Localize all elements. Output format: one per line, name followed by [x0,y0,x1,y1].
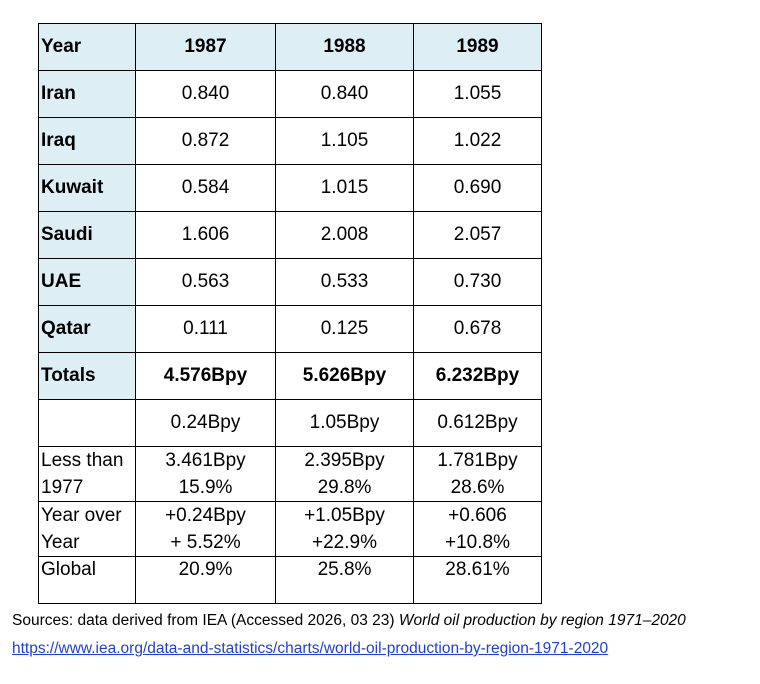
change-1987: 0.24Bpy [136,400,276,447]
row-label: Kuwait [39,165,136,212]
table-cell: 0.584 [136,165,276,212]
table-cell: 0.678 [414,306,542,353]
change-1988: 1.05Bpy [276,400,414,447]
year-over-year-row [39,502,542,557]
sources-title: World oil production by region 1971–2020 [398,612,686,629]
table-cell: 0.872 [136,118,276,165]
table-cell: 0.840 [136,71,276,118]
less-than-1977-label: Less than 1977 [39,447,136,502]
table-cell: 1.606 [136,212,276,259]
row-label: UAE [39,259,136,306]
sources-link[interactable]: https://www.iea.org/data-and-statistics/charts/world-oil-production-by-region-1971-2020 [12,640,609,657]
totals-label: Totals [39,353,136,400]
table-row [39,71,542,118]
table-cell: 28.61% [414,557,542,604]
table-row [39,259,542,306]
table-cell: +0.24Bpy + 5.52% [136,502,276,557]
row-label: Iran [39,71,136,118]
row-label: Qatar [39,306,136,353]
table-row [39,118,542,165]
change-1989: 0.612Bpy [414,400,542,447]
table-cell: +1.05Bpy +22.9% [276,502,414,557]
row-label: Saudi [39,212,136,259]
header-1987: 1987 [136,24,276,71]
table-cell: 0.840 [276,71,414,118]
header-1988: 1988 [276,24,414,71]
total-1988: 5.626Bpy [276,353,414,400]
table-cell: +0.606 +10.8% [414,502,542,557]
row-label: Iraq [39,118,136,165]
table-cell: 0.690 [414,165,542,212]
table-row [39,306,542,353]
table-cell: 1.055 [414,71,542,118]
table-cell: 0.111 [136,306,276,353]
table-cell: 3.461Bpy 15.9% [136,447,276,502]
table-row [39,212,542,259]
table-cell: 25.8% [276,557,414,604]
total-1989: 6.232Bpy [414,353,542,400]
sources-note [12,612,686,630]
table-cell: 2.008 [276,212,414,259]
total-1987: 4.576Bpy [136,353,276,400]
table-cell: 2.395Bpy 29.8% [276,447,414,502]
global-label: Global [39,557,136,604]
table-cell: 0.533 [276,259,414,306]
year-over-year-label: Year over Year [39,502,136,557]
header-year-label: Year [39,24,136,71]
table-header-row [39,24,542,71]
header-1989: 1989 [414,24,542,71]
table-cell: 20.9% [136,557,276,604]
table-cell: 2.057 [414,212,542,259]
table-cell: 0.730 [414,259,542,306]
table-cell: 0.563 [136,259,276,306]
table-cell: 0.125 [276,306,414,353]
sources-prefix: Sources: data derived from IEA (Accessed 2026, 03 23) [12,612,399,629]
table-cell: 1.105 [276,118,414,165]
table-cell: 1.022 [414,118,542,165]
change-label [39,400,136,447]
table-row [39,165,542,212]
totals-row [39,353,542,400]
table-cell: 1.781Bpy 28.6% [414,447,542,502]
table-cell: 1.015 [276,165,414,212]
global-row [39,557,542,604]
change-row [39,400,542,447]
less-than-1977-row [39,447,542,502]
oil-production-table [38,23,542,604]
